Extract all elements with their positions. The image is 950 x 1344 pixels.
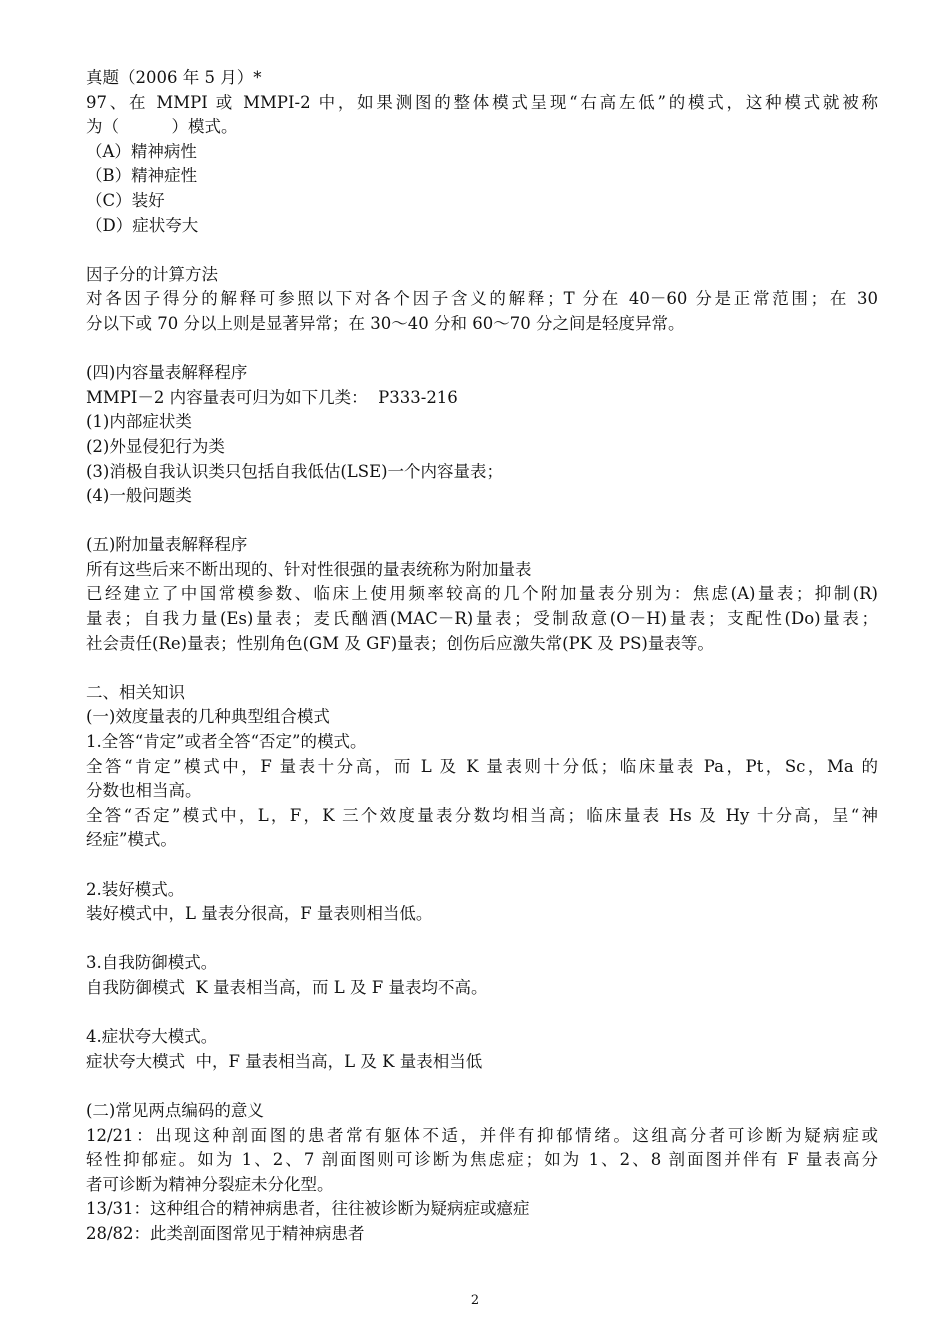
item-heading: 2.装好模式。 bbox=[86, 879, 185, 899]
spacer bbox=[86, 509, 878, 534]
spacer bbox=[86, 656, 878, 681]
paragraph-line: 12/21：出现这种剖面图的患者常有躯体不适，并伴有抑郁情绪。这组高分者可诊断为疑病症或 bbox=[86, 1125, 878, 1145]
paragraph-line: 自我防御模式 K 量表相当高，而 L 及 F 量表均不高。 bbox=[86, 977, 488, 997]
paragraph-line: 者可诊断为精神分裂症未分化型。 bbox=[86, 1174, 334, 1194]
option-a: （A）精神病性 bbox=[86, 141, 197, 161]
paragraph-line: 量表；自我力量(Es)量表；麦氏酗酒(MAC－R)量表；受制敌意(O－H)量表；支配性(Do)量表； bbox=[86, 609, 878, 629]
list-item: (4)一般问题类 bbox=[86, 486, 192, 506]
paragraph-line: 轻性抑郁症。如为 1、2、7 剖面图则可诊断为焦虑症；如为 1、2、8 剖面图并伴有 F 量表高分 bbox=[86, 1150, 878, 1170]
item-heading: 1.全答“肯定”或者全答“否定”的模式。 bbox=[86, 732, 367, 752]
paragraph-line: 全答“否定”模式中，L，F，K 三个效度量表分数均相当高；临床量表 Hs 及 Hy 十分高，呈“神 bbox=[86, 805, 878, 825]
option-d: （D）症状夸大 bbox=[86, 215, 199, 235]
list-item: (1)内部症状类 bbox=[86, 412, 192, 432]
page-number: 2 bbox=[470, 1293, 480, 1308]
paragraph-line: 社会责任(Re)量表；性别角色(GM 及 GF)量表；创伤后应激失常(PK 及 PS)量表等。 bbox=[86, 633, 714, 653]
section-heading: (四)内容量表解释程序 bbox=[86, 363, 248, 383]
paragraph-line: MMPI－2 内容量表可归为如下几类： P333-216 bbox=[86, 387, 458, 407]
page-content bbox=[86, 66, 878, 1247]
paragraph-line: 13/31：这种组合的精神病患者，往往被诊断为疑病症或癔症 bbox=[86, 1199, 530, 1219]
spacer bbox=[86, 853, 878, 878]
paragraph-line: 全答“肯定”模式中，F 量表十分高，而 L 及 K 量表则十分低；临床量表 Pa，Pt，Sc，Ma 的 bbox=[86, 756, 878, 776]
list-item: (3)消极自我认识类只包括自我低估(LSE)一个内容量表； bbox=[86, 461, 504, 481]
paragraph-line: 分数也相当高。 bbox=[86, 781, 202, 801]
question-stem: 97、在 MMPI 或 MMPI-2 中，如果测图的整体模式呈现“右高左低”的模式，这种模式就被称 bbox=[86, 92, 878, 112]
section-heading: (五)附加量表解释程序 bbox=[86, 535, 248, 555]
subsection-heading: (二)常见两点编码的意义 bbox=[86, 1100, 264, 1120]
list-item: (2)外显侵犯行为类 bbox=[86, 436, 225, 456]
item-heading: 3.自我防御模式。 bbox=[86, 953, 218, 973]
paragraph-line: 28/82：此类剖面图常见于精神病患者 bbox=[86, 1223, 365, 1243]
spacer bbox=[86, 238, 878, 263]
spacer bbox=[86, 927, 878, 952]
paragraph-line: 经症”模式。 bbox=[86, 830, 177, 850]
spacer bbox=[86, 1074, 878, 1099]
spacer bbox=[86, 337, 878, 362]
question-source: 真题（2006 年 5 月）* bbox=[86, 68, 262, 87]
paragraph-line: 对各因子得分的解释可参照以下对各个因子含义的解释；T 分在 40－60 分是正常范围；在 30 bbox=[86, 289, 878, 309]
spacer bbox=[86, 1001, 878, 1026]
option-c: （C）装好 bbox=[86, 190, 165, 210]
paragraph-line: 所有这些后来不断出现的、针对性很强的量表统称为附加量表 bbox=[86, 559, 532, 579]
section-heading: 因子分的计算方法 bbox=[86, 264, 218, 284]
item-heading: 4.症状夸大模式。 bbox=[86, 1027, 218, 1047]
section-heading: 二、相关知识 bbox=[86, 682, 185, 702]
question-stem-continued: 为（ ）模式。 bbox=[86, 117, 238, 137]
option-b: （B）精神症性 bbox=[86, 166, 198, 186]
paragraph-line: 已经建立了中国常模参数、临床上使用频率较高的几个附加量表分别为：焦虑(A)量表；抑制(R) bbox=[86, 584, 878, 604]
subsection-heading: (一)效度量表的几种典型组合模式 bbox=[86, 707, 330, 727]
paragraph-line: 分以下或 70 分以上则是显著异常；在 30～40 分和 60～70 分之间是轻度异常。 bbox=[86, 313, 685, 333]
paragraph-line: 装好模式中，L 量表分很高，F 量表则相当低。 bbox=[86, 904, 433, 924]
paragraph-line: 症状夸大模式 中，F 量表相当高，L 及 K 量表相当低 bbox=[86, 1051, 483, 1071]
